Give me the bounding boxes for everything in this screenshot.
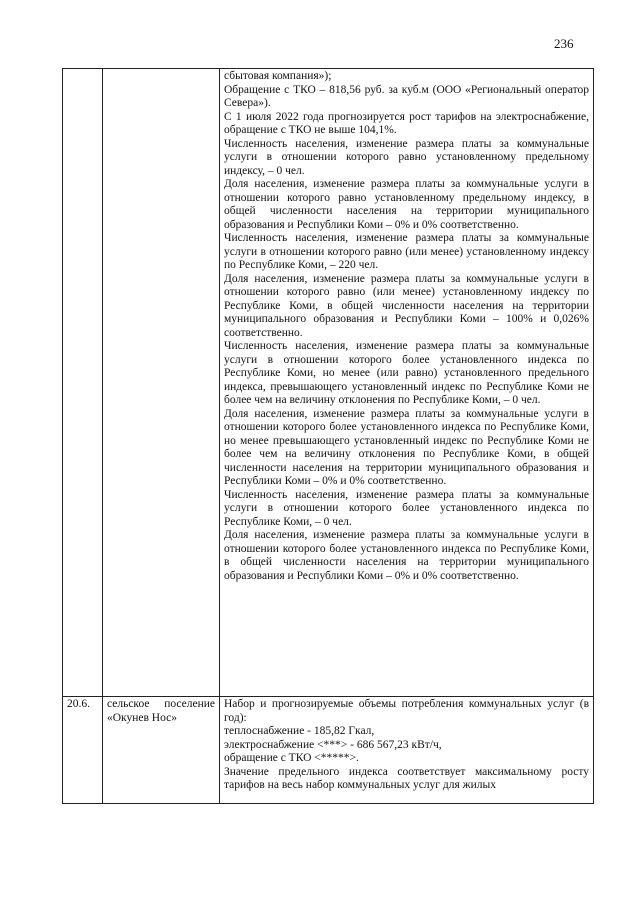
municipal-tariff-table (62, 68, 594, 804)
page-number: 236 (554, 36, 574, 51)
paragraph: Численность населения, изменение размера платы за коммунальные услуги в отношении которого равно (или менее) установленному индексу по Республике Коми, – 220 чел. (224, 232, 589, 271)
municipality-type: сельское поселение (107, 698, 215, 710)
paragraph: Доля населения, изменение размера платы за коммунальные услуги в отношении которого равно установленному предельному индексу, в общей численности населения на территории муниципального образования и Республики Коми – 0% и 0% соответственно. (224, 178, 589, 231)
paragraph: Значение предельного индекса соответствует максимальному росту тарифов на весь набор коммунальных услуг для жилых (224, 765, 589, 791)
row-number-cell: 20.6. (63, 697, 103, 804)
paragraph: Численность населения, изменение размера платы за коммунальные услуги в отношении которого равно установленному предельному индексу, – 0 чел. (224, 137, 589, 177)
paragraph: Доля населения, изменение размера платы за коммунальные услуги в отношении которого более установленного индекса по Республике Коми, но менее превышающего установленный индекс по Республике Коми не более чем на величину отклонения по Республике Коми, в общей численности населения на территории муниципального образования и Республики Коми – 0% и 0% соответственно. (224, 407, 589, 487)
paragraph: сбытовая компания»); (224, 70, 332, 82)
municipality-name: «Окунев Нос» (107, 711, 177, 724)
paragraph: теплоснабжение - 185,82 Гкал, (224, 725, 375, 737)
paragraph: Численность населения, изменение размера платы за коммунальные услуги в отношении которого более установленного индекса по Республике Коми, – 0 чел. (224, 488, 589, 528)
paragraph: Доля населения, изменение размера платы за коммунальные услуги в отношении которого более установленного индекса по Республике Коми, в общей численности населения на территории муниципального образования и Республики Коми – 0% и 0% соответственно. (224, 529, 589, 582)
description-cell (220, 69, 594, 697)
municipality-name-cell (103, 697, 220, 804)
paragraph: Обращение с ТКО – 818,56 руб. за куб.м (ООО «Региональный оператор Севера»). (224, 83, 589, 109)
row-number-cell (63, 69, 103, 697)
paragraph: С 1 июля 2022 года прогнозируется рост тарифов на электроснабжение, обращение с ТКО не выше 104,1%. (224, 110, 589, 136)
paragraph: Доля населения, изменение размера платы за коммунальные услуги в отношении которого равно (или менее) установленному индексу по Республике Коми, в общей численности населения на территории муниципального образования и Республики Коми – 100% и 0,026% соответственно. (224, 272, 589, 339)
paragraph: электроснабжение <***> - 686 567,23 кВт/ч, (224, 738, 442, 751)
table-row (63, 697, 594, 804)
municipality-name-cell (103, 69, 220, 697)
description-cell (220, 697, 594, 804)
paragraph: Набор и прогнозируемые объемы потребления коммунальных услуг (в год): (224, 698, 589, 724)
table-row (63, 69, 594, 697)
paragraph: обращение с ТКО <*****>. (224, 752, 359, 764)
paragraph: Численность населения, изменение размера платы за коммунальные услуги в отношении которого более установленного индекса по Республике Коми, но менее (или равно) установленного предельного индекса, превышающего установленный индекс по Республике Коми не более чем на величину отклонения по Республике Коми, – 0 чел. (224, 340, 589, 406)
